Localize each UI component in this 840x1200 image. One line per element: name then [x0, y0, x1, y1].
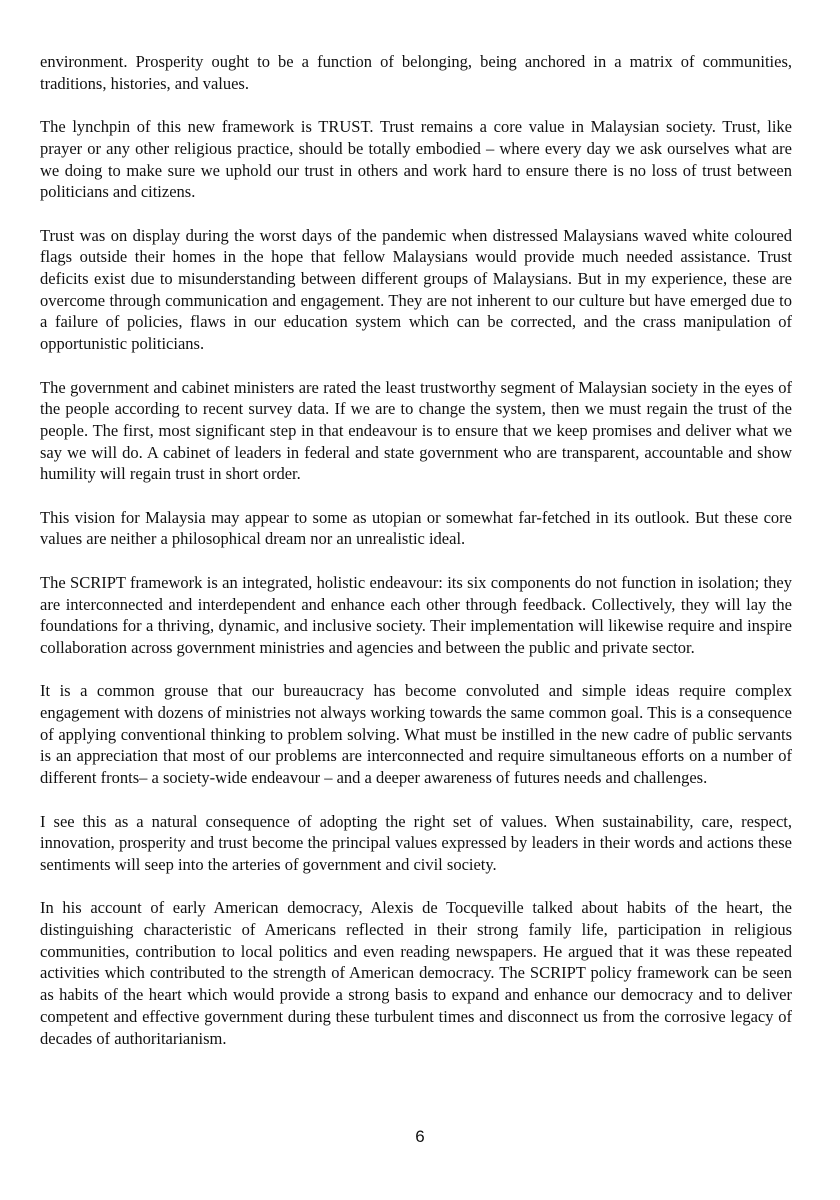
paragraph-tocqueville: In his account of early American democracy, Alexis de Tocqueville talked about habits of the heart, the distinguishing characteristic of Americans reflected in their strong family life, participation in religious communities, contribution to local politics and even reading newspapers. He argued that it was these repeated activities which contributed to the strength of American democracy. The SCRIPT policy framework can be seen as habits of the heart which would provide a strong basis to expand and enhance our democracy and to deliver competent and effective government during these turbulent times and disconnect us from the corrosive legacy of decades of authoritarianism. [40, 898, 792, 1048]
paragraph-vision: This vision for Malaysia may appear to some as utopian or somewhat far-fetched in its outlook. But these core values are neither a philosophical dream nor an unrealistic ideal. [40, 507, 792, 549]
paragraph-values: I see this as a natural consequence of adopting the right set of values. When sustainability, care, respect, innovation, prosperity and trust become the principal values expressed by leaders in their words and actions these sentiments will seep into the arteries of government and civil society. [40, 811, 792, 874]
paragraph-prosperity: environment. Prosperity ought to be a function of belonging, being anchored in a matrix of communities, traditions, histories, and values. [40, 52, 792, 93]
paragraph-bureaucracy: It is a common grouse that our bureaucracy has become convoluted and simple ideas require complex engagement with dozens of ministries not always working towards the same common goal. This is a consequence of applying conventional thinking to problem solving. What must be instilled in the new cadre of public servants is an appreciation that most of our problems are interconnected and require simultaneous efforts on a number of different fronts– a society-wide endeavour – and a deeper awareness of futures needs and challenges. [40, 681, 792, 788]
paragraph-trust-pandemic: Trust was on display during the worst days of the pandemic when distressed Malaysians waved white coloured flags outside their homes in the hope that fellow Malaysians would provide much needed assistance. Trust deficits exist due to misunderstanding between different groups of Malaysians. But in my experience, these are overcome through communication and engagement. They are not inherent to our culture but have emerged due to a failure of policies, flaws in our education system which can be corrected, and the crass manipulation of opportunistic politicians. [40, 225, 792, 354]
paragraph-trust-lynchpin: The lynchpin of this new framework is TRUST. Trust remains a core value in Malaysian society. Trust, like prayer or any other religious practice, should be totally embodied – where every day we ask ourselves what are we doing to make sure we uphold our trust in others and work hard to ensure there is no loss of trust between politicians and citizens. [40, 117, 792, 202]
document-page [40, 51, 792, 1071]
page-number: 6 [415, 1127, 425, 1146]
paragraph-script-framework: The SCRIPT framework is an integrated, holistic endeavour: its six components do not function in isolation; they are interconnected and interdependent and enhance each other through feedback. Collectively, they will lay the foundations for a thriving, dynamic, and inclusive society. Their implementation will likewise require and inspire collaboration across government ministries and agencies and between the public and private sector. [40, 572, 792, 657]
paragraph-government-trust: The government and cabinet ministers are rated the least trustworthy segment of Malaysian society in the eyes of the people according to recent survey data. If we are to change the system, then we must regain the trust of the people. The first, most significant step in that endeavour is to ensure that we keep promises and deliver what we say we will do. A cabinet of leaders in federal and state government who are transparent, accountable and show humility will regain trust in short order. [40, 377, 792, 484]
